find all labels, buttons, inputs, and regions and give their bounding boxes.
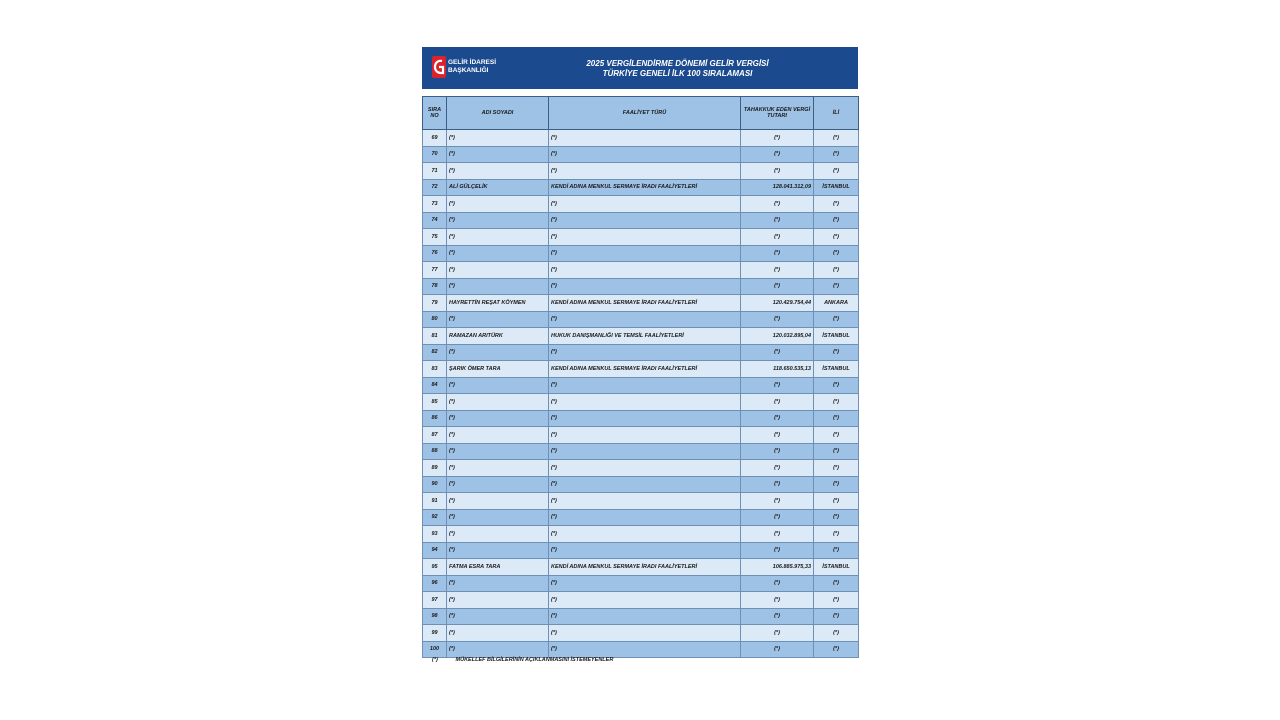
cell-no: 86 <box>423 410 447 427</box>
logo-line1: GELİR İDARESİ <box>448 59 497 66</box>
cell-amount: (*) <box>741 592 814 609</box>
cell-city: (*) <box>814 509 859 526</box>
cell-name: (*) <box>447 476 549 493</box>
cell-activity: (*) <box>549 592 741 609</box>
cell-amount: (*) <box>741 196 814 213</box>
table-row <box>423 526 859 543</box>
cell-no: 79 <box>423 295 447 312</box>
cell-activity: KENDİ ADINA MENKUL SERMAYE İRADI FAALİYETLERİ <box>549 295 741 312</box>
cell-name: (*) <box>447 542 549 559</box>
cell-city: (*) <box>814 146 859 163</box>
cell-no: 96 <box>423 575 447 592</box>
cell-activity: KENDİ ADINA MENKUL SERMAYE İRADI FAALİYETLERİ <box>549 179 741 196</box>
table-row <box>423 295 859 312</box>
cell-activity: (*) <box>549 509 741 526</box>
cell-city: (*) <box>814 427 859 444</box>
cell-name: RAMAZAN ARITÜRK <box>447 328 549 345</box>
header-activity: FAALİYET TÜRÜ <box>549 97 741 130</box>
cell-city: (*) <box>814 575 859 592</box>
cell-amount: (*) <box>741 130 814 147</box>
gib-logo <box>432 56 496 78</box>
cell-name: (*) <box>447 592 549 609</box>
cell-activity: (*) <box>549 608 741 625</box>
header-banner <box>422 47 858 89</box>
cell-activity: KENDİ ADINA MENKUL SERMAYE İRADI FAALİYETLERİ <box>549 361 741 378</box>
cell-amount: (*) <box>741 229 814 246</box>
table-row <box>423 196 859 213</box>
cell-name: (*) <box>447 443 549 460</box>
header-no: SIRA NO <box>423 97 447 130</box>
footnote <box>432 657 613 663</box>
cell-no: 91 <box>423 493 447 510</box>
cell-amount: (*) <box>741 311 814 328</box>
table-row <box>423 427 859 444</box>
cell-city: (*) <box>814 262 859 279</box>
table-row <box>423 311 859 328</box>
cell-city: (*) <box>814 493 859 510</box>
table-row <box>423 493 859 510</box>
cell-activity: (*) <box>549 476 741 493</box>
cell-name: (*) <box>447 641 549 658</box>
cell-activity: (*) <box>549 311 741 328</box>
cell-no: 70 <box>423 146 447 163</box>
table-header-row <box>423 97 859 130</box>
cell-amount: (*) <box>741 278 814 295</box>
table-row <box>423 179 859 196</box>
cell-name: (*) <box>447 212 549 229</box>
cell-city: (*) <box>814 377 859 394</box>
cell-no: 76 <box>423 245 447 262</box>
cell-name: (*) <box>447 410 549 427</box>
cell-city: (*) <box>814 476 859 493</box>
cell-activity: (*) <box>549 163 741 180</box>
cell-amount: (*) <box>741 245 814 262</box>
cell-city: İSTANBUL <box>814 328 859 345</box>
cell-name: (*) <box>447 163 549 180</box>
table-row <box>423 460 859 477</box>
table-row <box>423 146 859 163</box>
cell-no: 75 <box>423 229 447 246</box>
cell-activity: (*) <box>549 146 741 163</box>
cell-no: 73 <box>423 196 447 213</box>
cell-activity: (*) <box>549 278 741 295</box>
cell-city: İSTANBUL <box>814 559 859 576</box>
cell-name: (*) <box>447 575 549 592</box>
title-line2: TÜRKİYE GENELİ İLK 100 SIRALAMASI <box>602 69 753 78</box>
table-row <box>423 212 859 229</box>
cell-activity: (*) <box>549 641 741 658</box>
cell-activity: (*) <box>549 427 741 444</box>
cell-name: (*) <box>447 278 549 295</box>
cell-no: 80 <box>423 311 447 328</box>
cell-no: 100 <box>423 641 447 658</box>
cell-no: 69 <box>423 130 447 147</box>
table-row <box>423 377 859 394</box>
cell-city: İSTANBUL <box>814 179 859 196</box>
cell-amount: (*) <box>741 427 814 444</box>
cell-city: (*) <box>814 460 859 477</box>
cell-activity: (*) <box>549 212 741 229</box>
cell-amount: (*) <box>741 443 814 460</box>
cell-city: (*) <box>814 641 859 658</box>
cell-activity: (*) <box>549 245 741 262</box>
cell-amount: 128.041.312,09 <box>741 179 814 196</box>
cell-amount: (*) <box>741 146 814 163</box>
cell-name: (*) <box>447 509 549 526</box>
table-row <box>423 542 859 559</box>
cell-city: (*) <box>814 625 859 642</box>
cell-city: (*) <box>814 526 859 543</box>
document-page <box>422 47 858 658</box>
cell-amount: (*) <box>741 542 814 559</box>
table-row <box>423 592 859 609</box>
cell-no: 92 <box>423 509 447 526</box>
cell-no: 88 <box>423 443 447 460</box>
table-row <box>423 328 859 345</box>
cell-amount: 118.650.535,13 <box>741 361 814 378</box>
cell-name: (*) <box>447 377 549 394</box>
cell-no: 72 <box>423 179 447 196</box>
cell-activity: (*) <box>549 460 741 477</box>
cell-no: 83 <box>423 361 447 378</box>
cell-name: (*) <box>447 394 549 411</box>
cell-amount: (*) <box>741 608 814 625</box>
cell-no: 98 <box>423 608 447 625</box>
cell-name: ŞARIK ÖMER TARA <box>447 361 549 378</box>
table-row <box>423 443 859 460</box>
cell-amount: (*) <box>741 344 814 361</box>
cell-activity: (*) <box>549 542 741 559</box>
table-row <box>423 163 859 180</box>
cell-no: 81 <box>423 328 447 345</box>
cell-no: 82 <box>423 344 447 361</box>
cell-city: (*) <box>814 311 859 328</box>
cell-name: FATMA ESRA TARA <box>447 559 549 576</box>
cell-amount: (*) <box>741 641 814 658</box>
cell-name: (*) <box>447 427 549 444</box>
page-title <box>517 59 838 79</box>
cell-name: (*) <box>447 344 549 361</box>
header-amount: TAHAKKUK EDEN VERGİ TUTARI <box>741 97 814 130</box>
cell-city: (*) <box>814 245 859 262</box>
cell-name: (*) <box>447 196 549 213</box>
cell-amount: (*) <box>741 410 814 427</box>
table-row <box>423 476 859 493</box>
table-body <box>423 130 859 658</box>
cell-city: (*) <box>814 394 859 411</box>
cell-name: (*) <box>447 460 549 477</box>
title-line1: 2025 VERGİLENDİRME DÖNEMİ GELİR VERGİSİ <box>586 59 769 68</box>
cell-activity: (*) <box>549 377 741 394</box>
table-row <box>423 394 859 411</box>
cell-no: 94 <box>423 542 447 559</box>
cell-city: ANKARA <box>814 295 859 312</box>
cell-amount: (*) <box>741 163 814 180</box>
cell-name: (*) <box>447 625 549 642</box>
table-row <box>423 608 859 625</box>
cell-activity: (*) <box>549 262 741 279</box>
cell-amount: (*) <box>741 476 814 493</box>
table-row <box>423 361 859 378</box>
footnote-text: MÜKELLEF BİLGİLERİNİN AÇIKLANMASINI İSTEMEYENLER <box>455 657 614 663</box>
cell-name: (*) <box>447 130 549 147</box>
table-row <box>423 641 859 658</box>
cell-activity: (*) <box>549 625 741 642</box>
cell-city: (*) <box>814 163 859 180</box>
table-row <box>423 130 859 147</box>
cell-amount: (*) <box>741 509 814 526</box>
cell-amount: (*) <box>741 262 814 279</box>
cell-no: 99 <box>423 625 447 642</box>
cell-city: (*) <box>814 443 859 460</box>
cell-city: (*) <box>814 344 859 361</box>
cell-city: (*) <box>814 212 859 229</box>
cell-amount: (*) <box>741 526 814 543</box>
table-row <box>423 559 859 576</box>
cell-no: 90 <box>423 476 447 493</box>
cell-no: 89 <box>423 460 447 477</box>
cell-city: (*) <box>814 229 859 246</box>
table-row <box>423 509 859 526</box>
cell-no: 74 <box>423 212 447 229</box>
cell-activity: (*) <box>549 526 741 543</box>
cell-amount: (*) <box>741 377 814 394</box>
cell-no: 87 <box>423 427 447 444</box>
cell-city: (*) <box>814 542 859 559</box>
cell-no: 71 <box>423 163 447 180</box>
ranking-table <box>422 96 859 658</box>
cell-amount: (*) <box>741 625 814 642</box>
cell-name: (*) <box>447 146 549 163</box>
cell-name: (*) <box>447 245 549 262</box>
footnote-mark: (*) <box>432 657 438 663</box>
cell-activity: (*) <box>549 410 741 427</box>
cell-name: (*) <box>447 262 549 279</box>
cell-city: (*) <box>814 410 859 427</box>
cell-amount: 120.429.754,44 <box>741 295 814 312</box>
cell-no: 77 <box>423 262 447 279</box>
cell-activity: (*) <box>549 196 741 213</box>
table-row <box>423 278 859 295</box>
cell-no: 93 <box>423 526 447 543</box>
cell-amount: 106.885.975,33 <box>741 559 814 576</box>
cell-activity: (*) <box>549 344 741 361</box>
table-row <box>423 625 859 642</box>
cell-amount: (*) <box>741 394 814 411</box>
cell-city: (*) <box>814 196 859 213</box>
header-city: İLİ <box>814 97 859 130</box>
cell-name: (*) <box>447 608 549 625</box>
cell-city: İSTANBUL <box>814 361 859 378</box>
cell-no: 95 <box>423 559 447 576</box>
cell-city: (*) <box>814 608 859 625</box>
cell-activity: HUKUK DANIŞMANLIĞI VE TEMSİL FAALİYETLERİ <box>549 328 741 345</box>
cell-activity: (*) <box>549 394 741 411</box>
table-row <box>423 575 859 592</box>
cell-no: 97 <box>423 592 447 609</box>
cell-no: 78 <box>423 278 447 295</box>
cell-amount: (*) <box>741 212 814 229</box>
cell-activity: KENDİ ADINA MENKUL SERMAYE İRADI FAALİYETLERİ <box>549 559 741 576</box>
cell-city: (*) <box>814 130 859 147</box>
cell-name: (*) <box>447 526 549 543</box>
gib-logo-icon <box>432 56 446 78</box>
cell-name: (*) <box>447 311 549 328</box>
cell-amount: 120.032.895,04 <box>741 328 814 345</box>
table-row <box>423 229 859 246</box>
table-row <box>423 262 859 279</box>
cell-name: (*) <box>447 493 549 510</box>
cell-name: (*) <box>447 229 549 246</box>
cell-activity: (*) <box>549 443 741 460</box>
cell-no: 84 <box>423 377 447 394</box>
table-row <box>423 410 859 427</box>
cell-no: 85 <box>423 394 447 411</box>
logo-line2: BAŞKANLIĞI <box>448 67 489 74</box>
cell-activity: (*) <box>549 229 741 246</box>
cell-activity: (*) <box>549 493 741 510</box>
cell-amount: (*) <box>741 493 814 510</box>
cell-name: HAYRETTİN REŞAT KÖYMEN <box>447 295 549 312</box>
cell-amount: (*) <box>741 460 814 477</box>
header-name: ADI SOYADI <box>447 97 549 130</box>
cell-activity: (*) <box>549 130 741 147</box>
cell-name: ALİ GÜLÇELİK <box>447 179 549 196</box>
cell-activity: (*) <box>549 575 741 592</box>
cell-amount: (*) <box>741 575 814 592</box>
cell-city: (*) <box>814 592 859 609</box>
table-row <box>423 344 859 361</box>
cell-city: (*) <box>814 278 859 295</box>
table-row <box>423 245 859 262</box>
